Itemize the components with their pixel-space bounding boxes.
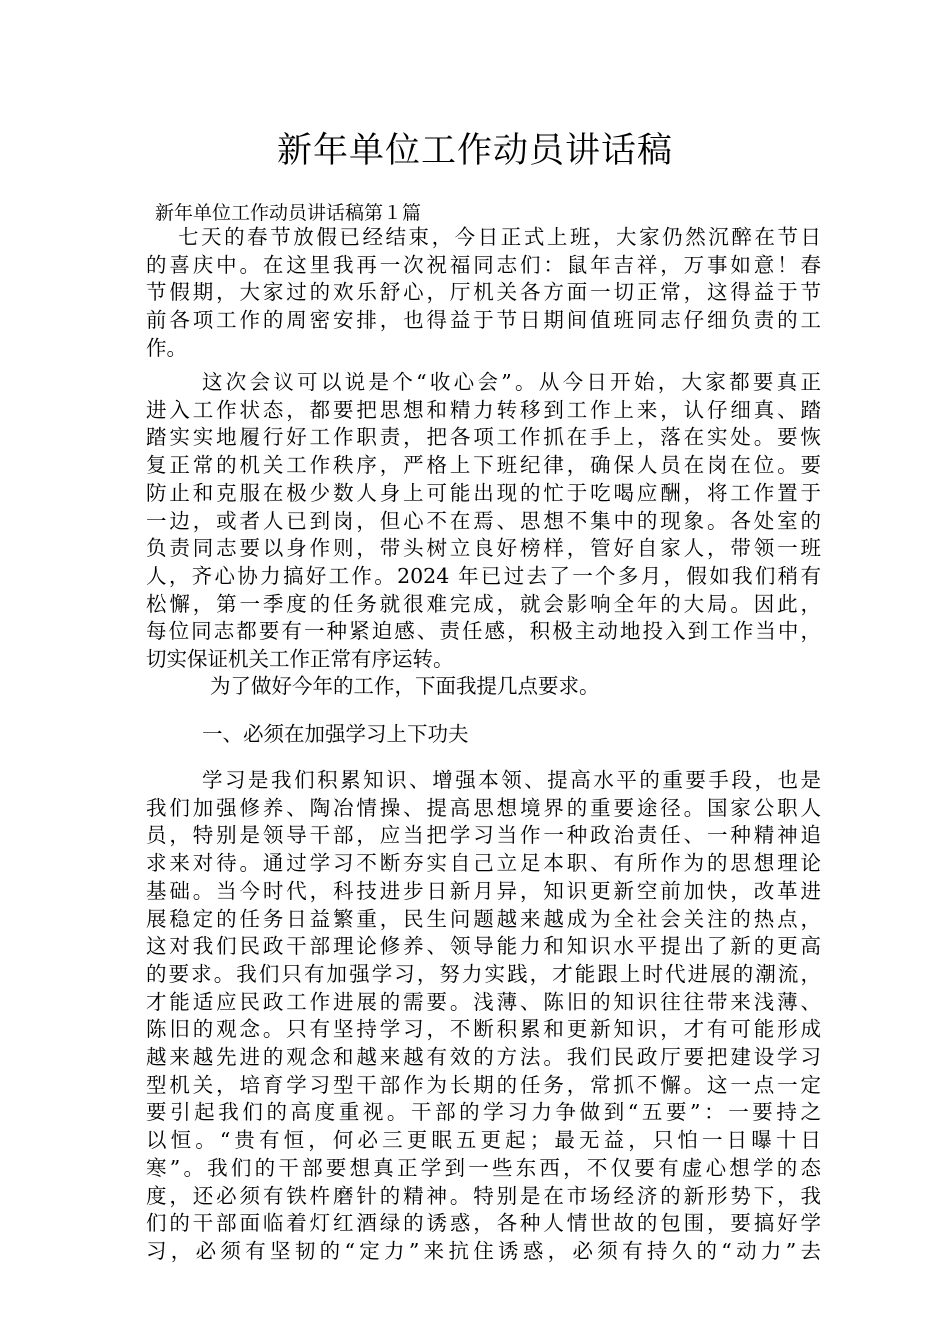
paragraph-line: 复正常的机关工作秩序，严格上下班纪律，确保人员在岗在位。要 (146, 453, 821, 478)
paragraph-line: 基础。当今时代，科技进步日新月异，知识更新空前加快，改革进 (146, 878, 821, 903)
paragraph-line: 才能适应民政工作进展的需要。浅薄、陈旧的知识往往带来浅薄、 (146, 989, 821, 1014)
paragraph-1 (146, 224, 821, 363)
paragraph-line: 型机关，培育学习型干部作为长期的任务，常抓不懈。这一点一定 (146, 1072, 821, 1097)
paragraph-line: 展稳定的任务日益繁重，民生问题越来越成为全社会关注的热点， (146, 906, 821, 931)
paragraph-line: 七天的春节放假已经结束，今日正式上班，大家仍然沉醉在节日 (178, 225, 821, 249)
paragraph-line: 负责同志要以身作则，带头树立良好榜样，管好自家人，带领一班 (146, 536, 821, 561)
paragraph-line: 这次会议可以说是个“收心会”。从今日开始，大家都要真正 (202, 370, 821, 394)
paragraph-line: 以恒。“贵有恒，何必三更眠五更起；最无益，只怕一日曝十日 (146, 1128, 821, 1153)
document-title: 新年单位工作动员讲话稿 (276, 131, 673, 171)
document-subtitle: 新年单位工作动员讲话稿第１篇 (155, 202, 422, 224)
paragraph-5 (146, 767, 821, 1266)
paragraph-line: 这对我们民政干部理论修养、领导能力和知识水平提出了新的更高 (146, 934, 821, 959)
paragraph-line: 学习是我们积累知识、增强本领、提高水平的重要手段，也是 (202, 768, 821, 792)
paragraph-line: 陈旧的观念。只有坚持学习，不断积累和更新知识，才有可能形成 (146, 1017, 821, 1042)
paragraph-2 (146, 369, 821, 674)
paragraph-line: 每位同志都要有一种紧迫感、责任感，积极主动地投入到工作当中， (146, 619, 821, 644)
paragraph-line: 松懈，第一季度的任务就很难完成，就会影响全年的大局。因此， (146, 591, 821, 616)
paragraph-line: 我们加强修养、陶冶情操、提高思想境界的重要途径。国家公职人 (146, 795, 821, 820)
paragraph-line: 防止和克服在极少数人身上可能出现的忙于吃喝应酬，将工作置于 (146, 480, 821, 505)
paragraph-line: 的要求。我们只有加强学习，努力实践，才能跟上时代进展的潮流， (146, 961, 821, 986)
paragraph-line: 的喜庆中。在这里我再一次祝福同志们：鼠年吉祥，万事如意！春 (146, 252, 821, 277)
paragraph-line: 寒”。我们的干部要想真正学到一些东西，不仅要有虚心想学的态 (146, 1155, 821, 1180)
paragraph-line: 进入工作状态，都要把思想和精力转移到工作上来，认仔细真、踏 (146, 397, 821, 422)
paragraph-line: 们的干部面临着灯红酒绿的诱惑，各种人情世故的包围，要搞好学 (146, 1211, 821, 1236)
paragraph-3: 为了做好今年的工作，下面我提几点要求。 (210, 674, 600, 698)
paragraph-line: 求来对待。通过学习不断夯实自己立足本职、有所作为的思想理论 (146, 851, 821, 876)
paragraph-line: 切实保证机关工作正常有序运转。 (146, 647, 454, 672)
paragraph-line: 踏实实地履行好工作职责，把各项工作抓在手上，落在实处。要恢 (146, 425, 821, 450)
paragraph-line: 一边，或者人已到岗，但心不在焉、思想不集中的现象。各处室的 (146, 508, 821, 533)
section-heading-1: 一、必须在加强学习上下功夫 (202, 722, 469, 746)
paragraph-line: 人，齐心协力搞好工作。2024 年已过去了一个多月，假如我们稍有 (146, 563, 821, 588)
paragraph-line: 作。 (146, 335, 187, 360)
paragraph-line: 节假期，大家过的欢乐舒心，厅机关各方面一切正常，这得益于节 (146, 280, 821, 305)
paragraph-line: 员，特别是领导干部，应当把学习当作一种政治责任、一种精神追 (146, 823, 821, 848)
paragraph-line: 越来越先进的观念和越来越有效的方法。我们民政厅要把建设学习 (146, 1045, 821, 1070)
paragraph-line: 习，必须有坚韧的“定力”来抗住诱惑，必须有持久的“动力”去 (146, 1238, 821, 1263)
paragraph-line: 要引起我们的高度重视。干部的学习力争做到“五要”：一要持之 (146, 1100, 821, 1125)
paragraph-line: 前各项工作的周密安排，也得益于节日期间值班同志仔细负责的工 (146, 308, 821, 333)
paragraph-line: 度，还必须有铁杵磨针的精神。特别是在市场经济的新形势下，我 (146, 1183, 821, 1208)
